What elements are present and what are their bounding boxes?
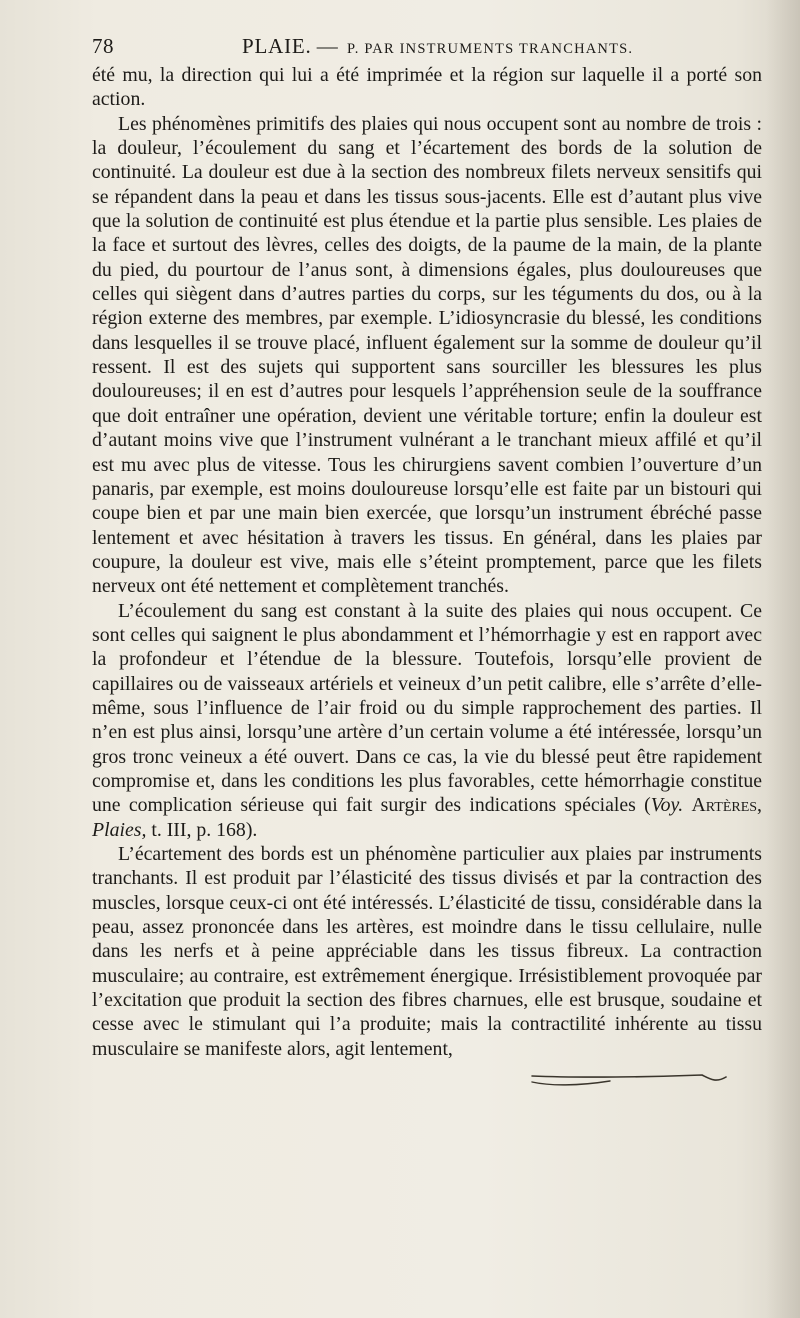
running-header xyxy=(92,34,762,60)
paragraph-ecoulement-text: L’écoulement du sang est constant à la suite des plaies qui nous occupent. Ce sont celles qui saignent le plus abondamment et l’hémorrhagie y est en rapport avec la profondeur et l’étendue de la blessure. Toutefois, lorsqu’elle provient de capillaires ou de vaisseaux artériels et veineux d’un petit calibre, elle s’arrête d’elle-même, sous l’influence de l’air froid ou du simple rapprochement des parties. Il n’en est plus ainsi, lorsqu’une artère d’un certain volume a été intéressée, lorsqu’un gros tronc veineux a été ouvert. Dans ce cas, la vie du blessé peut être rapidement compromise et, dans les conditions les plus favorables, cette hémorrhagie constitue une complication sérieuse qui fait surgir des indications spéciales ( xyxy=(92,599,762,817)
paragraph-ecartement: L’écartement des bords est un phénomène particulier aux plaies par instruments tranchants. Il est produit par l’élasticité des tissus divisés et par la contraction des muscles, lorsque ceux-ci ont été intéressés. L’élasticité de tissu, considérable dans la peau, assez prononcée dans les artères, est moindre dans le tissu cellulaire, nulle dans les nerfs et à peine appréciable dans les tissus fibreux. La contraction musculaire; au contraire, est extrêmement énergique. Irrésistiblement provoquée par l’excitation que produit la section des fibres charnues, elle est brusque, soudaine et cesse avec le stimulant qui l’a produite; mais la contractilité inhérente au tissu musculaire se manifeste alors, agit lentement, xyxy=(92,843,762,1060)
cross-reference-voy: Voy. xyxy=(650,794,684,817)
paragraph-ecoulement xyxy=(92,599,762,842)
cross-reference-volume: t. III, p. 168). xyxy=(146,818,258,841)
running-title-subtitle: P. PAR INSTRUMENTS TRANCHANTS. xyxy=(347,41,634,57)
pencil-underline-mark xyxy=(530,1073,770,1089)
running-title-main: PLAIE. xyxy=(242,34,312,58)
running-title xyxy=(242,34,633,59)
paragraph-douleur: Les phénomènes primitifs des plaies qui nous occupent sont au nombre de trois : la douleur, l’écoulement du sang et l’écartement des bords de la solution de continuité. La douleur est due à la section des nombreux filets nerveux sensitifs qui se répandent dans la peau et dans les tissus sous-jacents. Elle est d’autant plus vive que la solution de continuité est plus étendue et la partie plus sensible. Les plaies de la face et surtout des lèvres, celles des doigts, de la paume de la main, de la plante du pied, du pourtour de l’anus sont, à dimensions égales, plus douloureuses que celles qui siègent dans d’autres parties du corps, sur les téguments du dos, ou à la région externe des membres, par exemple. L’idiosyncrasie du blessé, les conditions dans lesquelles il se trouve placé, influent également sur la somme de douleur qu’il ressent. Il est des sujets qui supportent sans sourciller les blessures les plus douloureuses; il en est d’autres pour lesquels l’appréhension seule de la souffrance que doit entraîner une opération, devient une véritable torture; enfin la douleur est d’autant moins vive que l’instrument vulnérant a le tranchant mieux affilé et qu’il est mu avec plus de vitesse. Tous les chirurgiens savent combien l’ouverture d’un panaris, par exemple, est moins douloureuse lorsqu’elle est faite par un bistouri qui coupe bien et par une main bien exercée, que lorsqu’un instrument ébréché passe lentement et avec hésitation à travers les tissus. En général, dans les plaies par coupure, la douleur est vive, mais elle s’éteint promptement, parce que les filets nerveux ont été nettement et complètement tranchés. xyxy=(92,112,762,598)
page-gutter-shadow xyxy=(766,0,800,1318)
cross-reference-arteres: Artères xyxy=(691,794,758,817)
body-text xyxy=(92,63,762,1061)
paragraph-continuation: été mu, la direction qui lui a été imprimée et la région sur laquelle il a porté son action. xyxy=(92,64,762,111)
page-number: 78 xyxy=(92,34,114,58)
cross-reference-plaies: Plaies, xyxy=(92,818,147,841)
running-title-separator: — xyxy=(316,34,338,58)
cross-reference-comma: , xyxy=(757,794,762,817)
